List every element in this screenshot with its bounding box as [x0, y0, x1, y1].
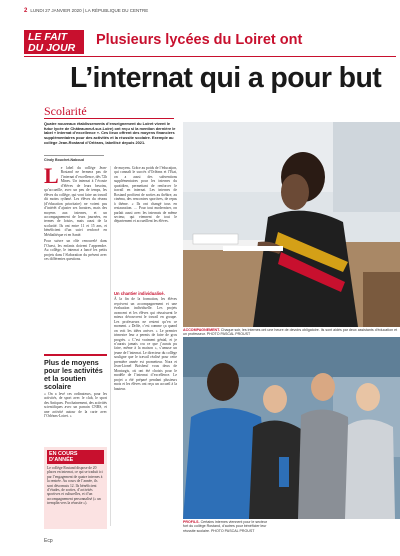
byline: Cindy Bouchet-Naboud [44, 155, 104, 162]
column-1-text: e label du collège Jean-Rostand ne fermera pas de l’internat d’excellence, dès 72h Mines. Un internat à l’écoute d’élèves de leurs besoins, qu’accueille, avec un peu de temps, les élèves du collège, qui vont faire un travail dit moins rythmé. Les élèves du réseau (d’éducation prioritaire) ne voient pas d’intérêt d’ajuster ses horaires, mais des moyens aux internes, et un accompagnement de leurs journées, en termes de loisirs, mais aussi de la scolarité. Ils ont entre 11 et 15 ans, et bénéficient d’un suivi renforcé en Médiathèque et en Santé. [44, 166, 107, 237]
intro-paragraph: Quatre nouveaux établissements d’enseignement du Loiret vivent le futur lycée de Châteauneuf-sur-Loire) ont reçu si la mention dernière le label « Internat d’excellence ». Ces lieux offrent des moyens financiers supplémentaires pour des activités et la réussite scolaire. Exemple au collège Jean-Rostand d’Orléans, labellisé depuis 2021. [44, 121, 176, 145]
numbers-box-text: Le collège Rostand dispose de 20 places en internat, ce qui se traduit ici par l’engagement de quatre internes à la rentrée. Au cours de l’année, ils sont désormais 12. Ils bénéficient d’études, de sorties, d’activités sportives et culturelles, et d’un accompagnement personnalisé (« un tremplin vers la réussite »). [47, 466, 103, 506]
numbers-box-title: EN COURS D’ANNÉE [47, 450, 104, 464]
column-1-bottom-text: « On a levé ces ordinateurs, pour les activités, de sport avec le club, le sport des Antiques. Prochainement, des activités scientifiques avec un parrain CNRS, et une activité autour de la carte avec l’Orléans-Loiret. » [44, 392, 107, 419]
column-2-text: de moyens. Grâce au poids de l’éducation, qui connaît le succès d’Orléans et l’État, on a aussi des subventions supplémentaires pour les internes du quotidien, permettant de renforcer le travail en internat. Les internes de Rostand profitent de sorties au théâtre, au cinéma, des rencontres sportives, de repas à thème. « Ils ont changé tous en restauration. … Pour tout moderniser, on parlait aussi avec les internats de même secteur, qui viennent de tout le département et accueillent les élèves. [114, 166, 177, 224]
badge-line-2: DU JOUR [28, 41, 76, 54]
drop-cap: L [44, 166, 59, 188]
section-subheading: Un chantier individualisé. [114, 291, 165, 296]
students-illustration [183, 337, 400, 519]
photo-2-caption [183, 520, 273, 533]
page-header-info: LUNDI 27 JANVIER 2020 | LA RÉPUBLIQUE DU CENTRE [30, 8, 149, 13]
column-3-text: À la fin de la formation, les élèves reçoivent un accompagnement et une évaluation individuelle. Les projets avancent et les élèves qui réussissent le mieux découvrent le travail en groupe. Les professeurs ne restent qu’en ce moment. « Drôle, c’est comme ça quand on voit les idées arriver. » Le premier trimestre leur a permis de faire de gros progrès. « C’est vraiment génial, et je n’aurais jamais cru ce que j’aurais pu faire, même à la maison », s’amuse un jeune de l’internat. Le directeur du collège souligne que le travail réalisé pour cette première année est prometteur. Nora et Jean-Lionel Boisbeuf vous deux de Montargis, où ont été choisis pour le modèle de l’internat d’excellence. Le projet a été préparé pendant plusieurs mois et les élèves ont reçu un accueil à la hauteur. [114, 297, 177, 391]
photo-1-caption-label: ACCOMPAGNEMENT. [183, 328, 220, 332]
photo-1-caption-text: Chaque soir, les internes ont une heure de devoirs obligatoire. Ils sont aidés par deux assistants d’éducation et un professeur. PHOTO PASCAL PROUST [183, 328, 398, 337]
photo-study-room [183, 122, 400, 327]
rubric-rule [44, 118, 174, 119]
photo-2-caption-text: Certains internes viennent pour le secteur fort du collège Rostand, d’autres pour bénéficier leur réussite scolaire. PHOTO PASCAL PROUST [183, 520, 268, 533]
headline: L’internat qui a pour but [70, 62, 382, 94]
pull-quote: Plus de moyens pour les activités et la soutien scolaire [44, 354, 107, 391]
header-rule [24, 56, 396, 57]
photo-group-students [183, 337, 400, 519]
rubric: Scolarité [44, 104, 87, 118]
article-column-2 [114, 166, 177, 283]
kicker-title: Plusieurs lycées du Loiret ont [96, 32, 303, 48]
photo-1-caption [183, 328, 400, 337]
photo-2-caption-label: PROFILS. [183, 520, 200, 524]
page-header [24, 8, 148, 14]
article-column-3 [114, 290, 177, 526]
le-fait-du-jour-badge [24, 30, 84, 54]
page-footer: Ecp [44, 538, 53, 544]
article-column-1 [44, 166, 107, 352]
badge-line-1: LE FAIT [28, 31, 68, 43]
numbers-box [44, 447, 107, 529]
page-number: 2 [24, 8, 28, 14]
column-1-text-2: Pour suivre un rôle renouvelé dans l’Ouest, les enfants doivent l’apprendre. Au collège, le internat a lancé les petits projets dans l’élaboration du présent avec ces différentes questions. [44, 239, 107, 262]
study-room-illustration [183, 122, 400, 327]
